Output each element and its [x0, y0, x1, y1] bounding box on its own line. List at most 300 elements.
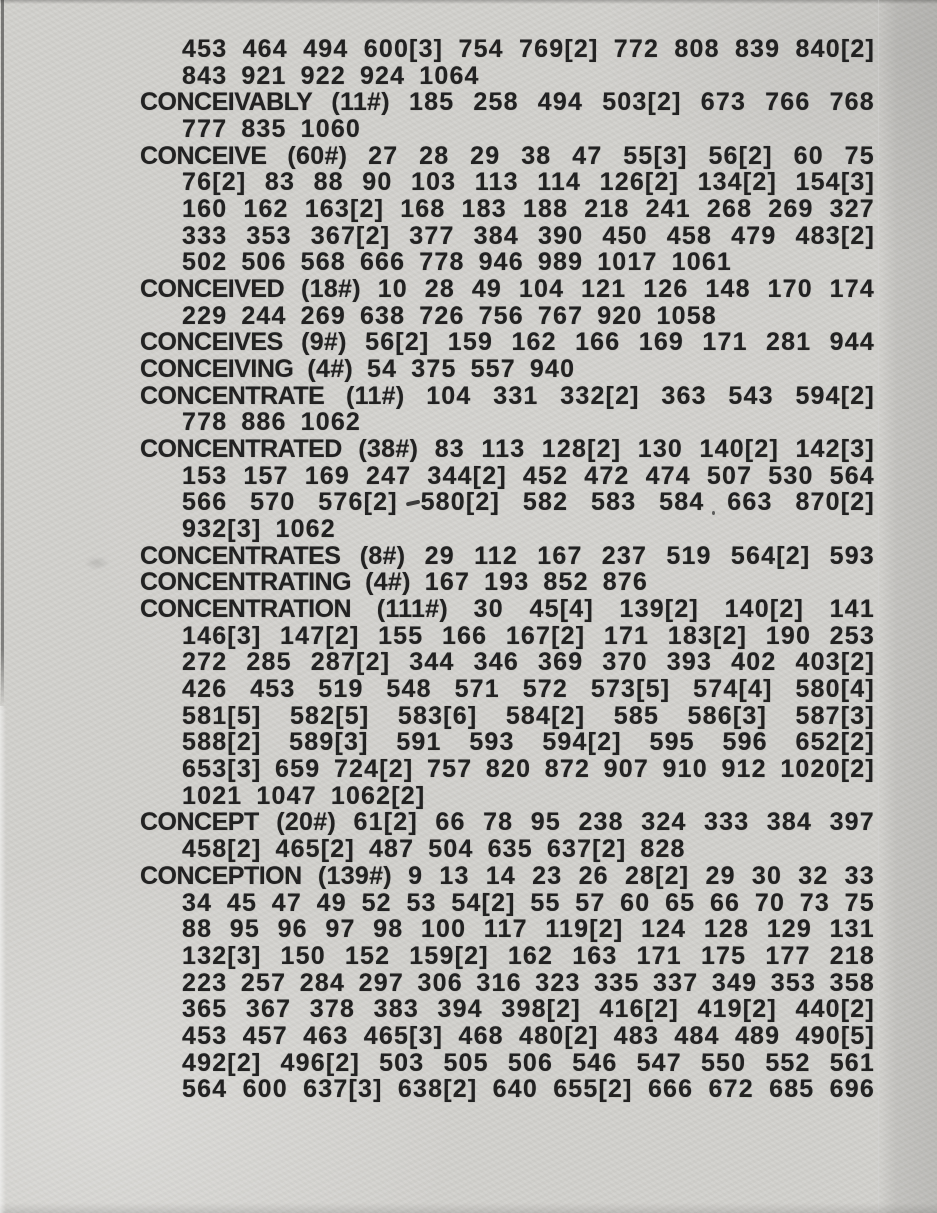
page-ref: 768 — [829, 88, 875, 117]
page-ref: 503[2] — [602, 88, 682, 117]
page-ref: 584[2] — [505, 701, 586, 730]
page-ref: 140[2] — [724, 595, 805, 624]
headword: CONCENTRATE — [140, 381, 325, 410]
page-ref: 150 — [280, 941, 326, 970]
page-ref: 114 — [537, 168, 582, 197]
page-ref: 139[2] — [619, 595, 699, 624]
page-ref: 177 — [765, 941, 811, 970]
page-ref: 1062 — [275, 515, 336, 544]
page-ref: 546 — [572, 1048, 618, 1077]
page-ref: 426 — [182, 675, 228, 704]
page-ref: 353 — [770, 968, 817, 997]
page-ref: 757 — [426, 755, 473, 784]
page-ref: 103 — [410, 168, 457, 197]
page-ref: 580[2] — [420, 488, 501, 517]
headword: CONCENTRATION — [140, 595, 352, 624]
occurrence-count: (9#) — [301, 328, 347, 357]
page-ref: 1062[2] — [330, 781, 426, 810]
page-ref: 148 — [705, 275, 751, 304]
page-ref: 397 — [829, 808, 875, 837]
page-ref: 772 — [613, 35, 660, 63]
page-ref: 363 — [661, 381, 707, 410]
page-ref: 75 — [844, 888, 875, 917]
index-continuation-line — [182, 890, 875, 917]
index-entry-line — [140, 863, 875, 890]
page-ref: 30 — [751, 861, 783, 890]
page-ref: 673 — [700, 88, 747, 117]
page-ref: 32 — [798, 861, 829, 890]
page-ref: 160 — [182, 195, 228, 224]
page-ref: 147[2] — [280, 621, 360, 650]
page-ref: 333 — [182, 221, 228, 250]
page-ref: 547 — [636, 1048, 682, 1077]
page-ref: 140[2] — [699, 435, 779, 464]
page-ref: 367[2] — [310, 221, 391, 250]
page-ref: 572 — [522, 675, 569, 704]
scan-edge-right-band — [878, 0, 937, 1213]
page-ref: 287[2] — [310, 648, 391, 677]
page-ref: 458 — [666, 221, 713, 250]
page-ref: 492[2] — [182, 1048, 262, 1077]
page-ref: 666 — [647, 1075, 694, 1104]
page-ref: 652[2] — [795, 728, 875, 757]
page-ref: 655[2] — [553, 1075, 633, 1104]
page-ref: 375 — [411, 355, 457, 384]
index-continuation-line — [182, 783, 875, 810]
page-ref: 777 — [182, 115, 228, 144]
page-ref: 95 — [229, 915, 260, 944]
page-ref: 754 — [458, 35, 504, 63]
page-ref: 1021 — [182, 781, 243, 810]
page-ref: 365 — [182, 995, 228, 1024]
page-ref: 166 — [575, 328, 621, 357]
page-ref: 583 — [591, 488, 637, 517]
page-ref: 131 — [829, 915, 875, 944]
page-ref: 989 — [537, 248, 584, 277]
page-ref: 146[3] — [182, 621, 262, 650]
page-ref: 349 — [711, 968, 758, 997]
page-ref: 188 — [522, 195, 569, 224]
index-entry-line — [140, 383, 875, 410]
page-ref: 593 — [829, 541, 875, 570]
page-ref: 45[4] — [529, 595, 594, 624]
page-ref: 487 — [368, 835, 415, 864]
page-ref: 33 — [844, 861, 875, 890]
page-ref: 83 — [264, 168, 296, 197]
page-ref: 183[2] — [667, 621, 748, 650]
page-ref: 269 — [768, 195, 814, 224]
occurrence-count: (139#) — [317, 861, 392, 890]
page-ref: 452 — [522, 461, 569, 490]
page-ref: 23 — [532, 861, 563, 890]
page-ref: 886 — [241, 408, 287, 437]
page-ref: 1017 — [597, 248, 658, 277]
page-ref: 548 — [386, 675, 432, 704]
page-ref: 112 — [474, 541, 519, 570]
page-ref: 586[3] — [687, 701, 767, 730]
page-ref: 128 — [703, 915, 750, 944]
page-ref: 483[2] — [795, 221, 875, 250]
page-ref: 170 — [767, 275, 813, 304]
page-ref: 384 — [766, 808, 813, 837]
page-ref: 552 — [765, 1048, 811, 1077]
page-ref: 152 — [344, 941, 391, 970]
page-ref: 1058 — [656, 301, 717, 330]
page-ref: 162 — [511, 328, 557, 357]
page-ref: 653[3] — [182, 755, 262, 784]
index-entry-line — [140, 436, 875, 463]
page-ref: 378 — [309, 995, 356, 1024]
page-ref: 591 — [396, 728, 442, 757]
index-continuation-line — [182, 623, 875, 650]
index-continuation-line — [182, 116, 875, 143]
page-ref: 324 — [641, 808, 687, 837]
page-ref: 56[2] — [365, 328, 430, 357]
page-ref: 49 — [471, 275, 503, 304]
page-ref: 472 — [584, 461, 630, 490]
page-ref: 637[3] — [303, 1075, 383, 1104]
page-ref: 1047 — [256, 781, 317, 810]
page-ref: 494 — [303, 35, 349, 63]
page-ref: 479 — [731, 221, 777, 250]
page-ref: 169 — [638, 328, 685, 357]
page-ref: 169 — [304, 461, 350, 490]
page-ref: 126[2] — [599, 168, 680, 197]
page-ref: 132[3] — [182, 941, 262, 970]
page-ref: 119[2] — [545, 915, 624, 944]
page-ref: 458[2] — [182, 835, 262, 864]
page-ref: 383 — [373, 995, 419, 1024]
page-ref: 583[6] — [397, 701, 478, 730]
occurrence-count: (11#) — [346, 381, 405, 410]
page-ref: 130 — [637, 435, 684, 464]
index-continuation-line — [182, 1023, 875, 1050]
scan-edge-left-line — [1, 0, 4, 706]
page-ref: 496[2] — [280, 1048, 360, 1077]
page-ref: 60 — [620, 888, 651, 917]
page-ref: 594[2] — [795, 381, 875, 410]
page-ref: 358 — [829, 968, 875, 997]
page-ref: 241 — [645, 195, 691, 224]
page-ref: 98 — [373, 915, 404, 944]
page-ref: 564 — [182, 1075, 228, 1104]
page-ref: 327 — [829, 195, 875, 224]
page-ref: 453 — [250, 675, 296, 704]
page-ref: 640 — [492, 1075, 538, 1104]
page-ref: 28[2] — [624, 861, 690, 890]
page-ref: 465[3] — [363, 1021, 444, 1050]
index-entry-line — [140, 356, 875, 383]
page-ref: 54 — [367, 355, 398, 384]
page-ref: 912 — [721, 755, 767, 784]
page-ref: 47 — [271, 888, 302, 917]
headword: CONCEIVING — [140, 355, 294, 384]
page-ref: 78 — [483, 808, 514, 837]
page-ref: 166 — [441, 621, 488, 650]
page-ref: 920 — [597, 301, 643, 330]
page-ref: 503 — [379, 1048, 425, 1077]
page-ref: 34 — [182, 888, 213, 917]
page-ref: 229 — [182, 301, 228, 330]
page-ref: 377 — [409, 221, 455, 250]
page-ref: 852 — [543, 568, 589, 597]
page-ref: 756 — [478, 301, 524, 330]
page-ref: 465[2] — [275, 835, 355, 864]
page-ref: 163 — [572, 941, 618, 970]
page-ref: 1061 — [671, 248, 733, 277]
page-ref: 337 — [653, 968, 699, 997]
page-ref: 306 — [417, 968, 463, 997]
page-ref: 769[2] — [519, 35, 599, 63]
page-ref: 1062 — [300, 408, 362, 437]
index-entry-line — [140, 329, 875, 356]
page-ref: 272 — [182, 648, 228, 677]
page-ref: 76[2] — [182, 168, 247, 197]
page-ref: 393 — [666, 648, 713, 677]
index-continuation-line — [182, 1076, 875, 1103]
scan-edge-bottom — [0, 1203, 937, 1213]
page-ref: 335 — [594, 968, 640, 997]
page-ref: 600 — [242, 1075, 288, 1104]
page-ref: 564 — [829, 461, 875, 490]
index-continuation-line — [182, 996, 875, 1023]
page-ref: 223 — [182, 968, 228, 997]
occurrence-count: (4#) — [307, 355, 354, 384]
page-ref: 142[3] — [795, 435, 875, 464]
index-entry-line — [140, 569, 875, 596]
page-ref: 685 — [769, 1075, 815, 1104]
page-ref: 88 — [313, 168, 344, 197]
page-ref: 193 — [484, 568, 530, 597]
page-ref: 57 — [575, 888, 606, 917]
page-ref: 49 — [316, 888, 347, 917]
page-ref: 129 — [766, 915, 812, 944]
scan-edge-left-highlight — [0, 706, 6, 1213]
page-ref: 128[2] — [541, 435, 622, 464]
page-ref: 696 — [829, 1075, 875, 1104]
index-entry-line — [140, 596, 875, 623]
page-ref: 494 — [537, 88, 584, 117]
page-ref: 281 — [766, 328, 812, 357]
occurrence-count: (60#) — [287, 141, 348, 170]
headword: CONCENTRATING — [140, 568, 352, 597]
index-entry-line — [140, 89, 875, 116]
page-ref: 66 — [709, 888, 741, 917]
page-ref: 944 — [829, 328, 875, 357]
page-ref: 840[2] — [795, 35, 875, 63]
page-ref: 45 — [226, 888, 258, 917]
page-ref: 550 — [700, 1048, 747, 1077]
page-ref: 394 — [437, 995, 483, 1024]
headword: CONCEPTION — [140, 861, 302, 890]
page-ref: 672 — [708, 1075, 754, 1104]
page-ref: 95 — [530, 808, 561, 837]
page-ref: 13 — [439, 861, 470, 890]
page-ref: 344[2] — [427, 461, 507, 490]
page-ref: 584 — [659, 488, 705, 517]
page-ref: 468 — [458, 1021, 504, 1050]
index-continuation-line — [182, 676, 875, 703]
page-ref: 153 — [182, 461, 228, 490]
page-ref: 766 — [765, 88, 811, 117]
page-ref: 369 — [538, 648, 584, 677]
page-ref: 820 — [485, 755, 532, 784]
page-ref: 585 — [613, 701, 660, 730]
page-ref: 589[3] — [289, 728, 369, 757]
index-continuation-line — [182, 249, 875, 276]
headword: CONCEIVES — [140, 328, 283, 357]
page-ref: 258 — [473, 88, 519, 117]
page-ref: 121 — [581, 275, 627, 304]
page-ref: 268 — [706, 195, 753, 224]
page-ref: 571 — [454, 675, 500, 704]
index-continuation-line — [182, 409, 875, 436]
page-ref: 402 — [731, 648, 777, 677]
page-ref: 218 — [584, 195, 630, 224]
page-ref: 505 — [443, 1048, 489, 1077]
occurrence-count: (11#) — [331, 88, 390, 117]
index-entry-line — [140, 276, 875, 303]
page-ref: 154[3] — [795, 168, 875, 197]
headword: CONCEIVED — [140, 275, 285, 304]
occurrence-count: (20#) — [276, 808, 337, 837]
page-ref: 333 — [704, 808, 750, 837]
page-ref: 10 — [377, 275, 408, 304]
page-ref: 175 — [700, 941, 747, 970]
page-ref: 595 — [649, 728, 695, 757]
page-ref: 587[3] — [795, 701, 875, 730]
page-ref: 60 — [793, 141, 824, 170]
page-ref: 73 — [799, 888, 830, 917]
occurrence-count: (8#) — [359, 541, 406, 570]
page-ref: 162 — [243, 195, 289, 224]
page-ref: 370 — [602, 648, 648, 677]
page-ref: 284 — [299, 968, 346, 997]
page-ref: 659 — [275, 755, 321, 784]
index-continuation-line — [182, 303, 875, 330]
page-ref: 29 — [470, 141, 501, 170]
page-ref: 53 — [406, 888, 437, 917]
page-ref: 580[4] — [795, 675, 875, 704]
headword: CONCEIVABLY — [140, 88, 313, 117]
page-ref: 159 — [447, 328, 494, 357]
page-ref: 14 — [485, 861, 516, 890]
page-ref: 581[5] — [182, 701, 262, 730]
index-continuation-line — [182, 1050, 875, 1077]
page-ref: 419[2] — [697, 995, 777, 1024]
page-ref: 663 — [727, 488, 773, 517]
page-ref: 316 — [476, 968, 522, 997]
index-entry-line — [140, 809, 875, 836]
page-ref: 244 — [241, 301, 287, 330]
page-ref: 96 — [277, 915, 308, 944]
page-ref: 588[2] — [182, 728, 262, 757]
page-ref: 910 — [662, 755, 708, 784]
index-continuation-line — [182, 836, 875, 863]
page-ref: 171 — [603, 621, 650, 650]
page-ref: 171 — [636, 941, 682, 970]
page-ref: 117 — [483, 915, 528, 944]
index-continuation-line — [182, 463, 875, 490]
index-continuation-line — [182, 489, 875, 516]
page-ref: 88 — [182, 915, 213, 944]
page-ref: 27 — [368, 141, 399, 170]
page-ref: 872 — [544, 755, 591, 784]
page-ref: 159[2] — [409, 941, 489, 970]
page-ref: 253 — [829, 621, 875, 650]
page-ref: 398[2] — [501, 995, 581, 1024]
page-ref: 185 — [408, 88, 455, 117]
page-ref: 450 — [602, 221, 648, 250]
page-ref: 907 — [603, 755, 649, 784]
page-ref: 574[4] — [693, 675, 773, 704]
page-ref: 104 — [426, 381, 472, 410]
index-continuation-line — [182, 196, 875, 223]
page-ref: 269 — [300, 301, 346, 330]
index-continuation-line — [182, 703, 875, 730]
page-ref: 767 — [537, 301, 584, 330]
page-ref: 576[2] — [318, 488, 398, 517]
page-ref: 190 — [765, 621, 812, 650]
page-ref: 26 — [578, 861, 609, 890]
page-ref: 835 — [241, 115, 287, 144]
page-ref: 463 — [303, 1021, 349, 1050]
page-ref: 367 — [245, 995, 292, 1024]
page-ref: 483 — [613, 1021, 660, 1050]
page-ref: 157 — [243, 461, 289, 490]
page-ref: 489 — [734, 1021, 781, 1050]
page-ref: 70 — [754, 888, 786, 917]
page-ref: 573[5] — [590, 675, 671, 704]
index-continuation-line — [182, 943, 875, 970]
page-ref: 543 — [728, 381, 774, 410]
page-ref: 638[2] — [397, 1075, 478, 1104]
page-ref: 174 — [829, 275, 875, 304]
headword: CONCEPT — [140, 808, 259, 837]
page-ref: 168 — [400, 195, 446, 224]
page-ref: 561 — [829, 1048, 875, 1077]
page-ref: 932[3] — [182, 515, 262, 544]
page-ref: 1060 — [300, 115, 362, 144]
page-ref: 724[2] — [333, 755, 414, 784]
page-ref: 808 — [674, 35, 720, 63]
page-ref: 876 — [602, 568, 648, 597]
page-ref: 843 — [182, 61, 228, 90]
page-ref: 344 — [409, 648, 455, 677]
page-ref: 506 — [241, 248, 287, 277]
page-ref: 163[2] — [304, 195, 385, 224]
page-ref: 778 — [419, 248, 465, 277]
page-ref: 440[2] — [795, 995, 875, 1024]
index-continuation-line — [182, 729, 875, 756]
page-ref: 594[2] — [542, 728, 622, 757]
page-ref: 104 — [518, 275, 565, 304]
headword: CONCEIVE — [140, 141, 267, 170]
page-ref: 28 — [419, 141, 450, 170]
page-ref: 56[2] — [708, 141, 773, 170]
page-ref: 29 — [424, 541, 455, 570]
index-continuation-line — [182, 223, 875, 250]
page-ref: 582 — [522, 488, 569, 517]
page-ref: 38 — [521, 141, 552, 170]
page-ref: 666 — [359, 248, 406, 277]
page-ref: 28 — [424, 275, 455, 304]
page-ref: 416[2] — [599, 995, 679, 1024]
index-continuation-line — [182, 970, 875, 997]
page-ref: 870[2] — [795, 488, 875, 517]
page-ref: 921 — [241, 61, 287, 90]
occurrence-count: (4#) — [365, 568, 411, 597]
